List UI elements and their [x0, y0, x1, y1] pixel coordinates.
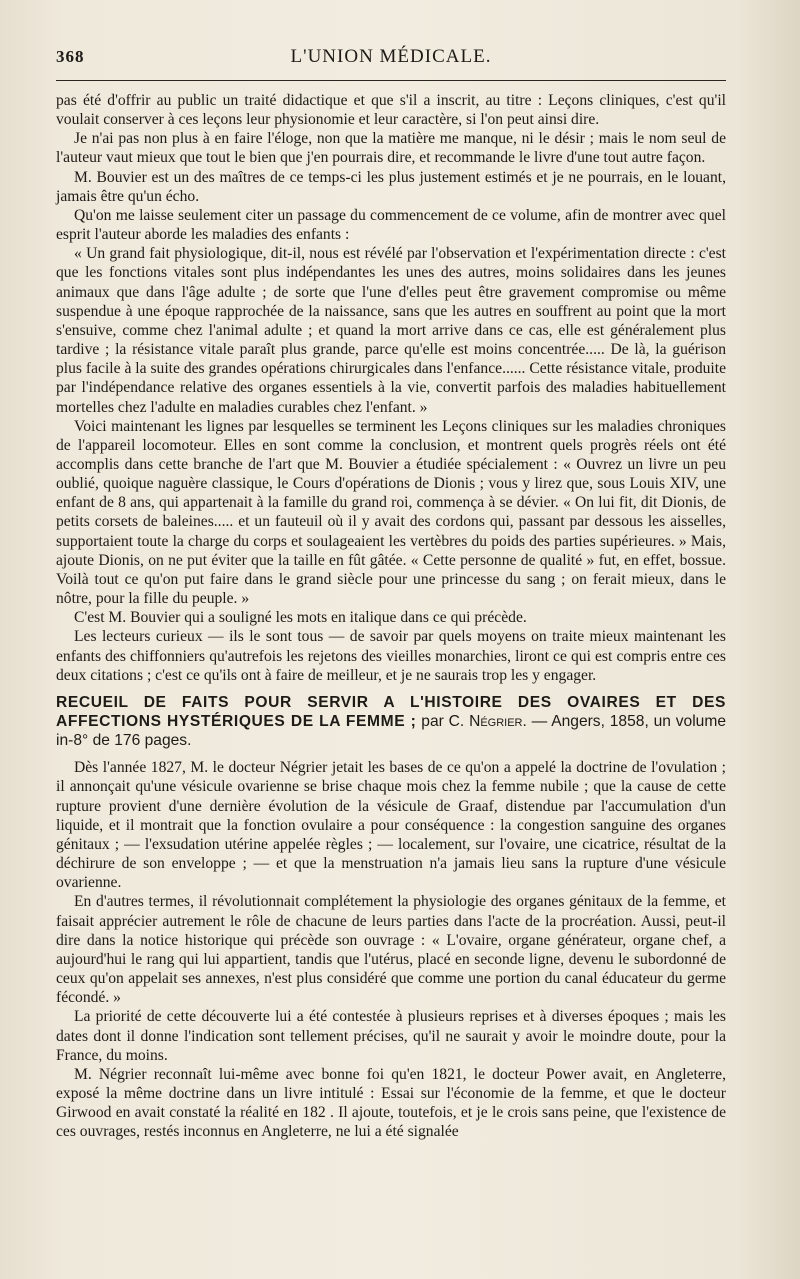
- section-gap: [56, 685, 726, 693]
- paragraph: Voici maintenant les lignes par lesquelles se terminent les Leçons cliniques sur les maladies chroniques de l'appareil locomoteur. Elles en sont comme la conclusion, et montrent quels progrès réels ont été accomplis dans cette branche de l'art que M. Bouvier a étudiée spécialement : « Ouvrez un livre un peu oublié, quoique naguère classique, le Cours d'opérations de Dionis ; vous y lirez que, sous Louis XIV, une enfant de 8 ans, qui appartenait à la famille du grand roi, commença à se dévier. « On lui fit, dit Dionis, de petits corsets de baleines..... et un fauteuil où il y avait des cordons qui, passant par dessous les aisselles, supportaient toute la charge du corps et soulageaient les vertèbres du poids des parties supérieures. » Mais, ajoute Dionis, on ne put éviter que la taille en fût gâtée. « Cette personne de qualité » fut, en effet, bossue. Voilà tout ce qu'on put faire dans le grand siècle pour une princesse du sang ; on ferait mieux, dans le nôtre, pour la fille du peuple. »: [56, 417, 726, 608]
- paragraph: En d'autres termes, il révolutionnait complétement la physiologie des organes génitaux de la femme, et faisait apprécier autrement le rôle de chacune de leurs parties dans l'acte de la procréation. Aussi, peut-il dire dans la notice historique qui précède son ouvrage : « L'ovaire, organe générateur, organe chef, a aujourd'hui le rang qui lui appartient, tandis que l'utérus, placé en seconde ligne, devenu le subordonné de ceux qu'on appelait ses annexes, n'est plus considéré que comme une portion du canal éducateur du germe fécondé. »: [56, 893, 726, 1007]
- section-heading: [56, 693, 726, 750]
- section-heading-author: Négrier: [469, 713, 523, 730]
- section-heading-publication: . — Angers, 1858, un volume in-8° de 176 pages.: [56, 713, 727, 750]
- paragraph: Qu'on me laisse seulement citer un passage du commencement de ce volume, afin de montrer avec quel esprit l'auteur aborde les maladies des enfants :: [56, 206, 726, 244]
- paragraph: La priorité de cette découverte lui a été contestée à plusieurs reprises et à diverses époques ; mais les dates dont il donne l'indication sont tellement précises, qu'il ne saurait y avoir le moindre doute, pour la France, du moins.: [56, 1008, 726, 1064]
- header-rule: [56, 80, 726, 81]
- paragraph: M. Bouvier est un des maîtres de ce temps-ci les plus justement estimés et je ne pourrais, en le louant, jamais être qu'un écho.: [56, 168, 726, 205]
- section-gap: [56, 750, 726, 758]
- section-heading-author-prefix: par C.: [421, 713, 465, 730]
- paragraph: Les lecteurs curieux — ils le sont tous — de savoir par quels moyens on traite mieux maintenant les enfants des chiffonniers qu'autrefois les rejetons des vieilles monarchies, liront ce qui est compris entre ces deux citations ; c'est ce qu'ils ont à faire de meilleur, et je ne saurais trop les y engager.: [56, 628, 726, 684]
- article-body: [56, 91, 726, 1141]
- journal-title: L'UNION MÉDICALE.: [290, 46, 492, 67]
- section-heading-title: RECUEIL DE FAITS POUR SERVIR A L'HISTOIRE DES OVAIRES ET DES AFFECTIONS HYSTÉRIQUES DE LA FEMME ;: [56, 693, 726, 730]
- paragraph: C'est M. Bouvier qui a souligné les mots en italique dans ce qui précède.: [74, 609, 527, 627]
- page-number: 368: [56, 47, 85, 66]
- paragraph: M. Négrier reconnaît lui-même avec bonne foi qu'en 1821, le docteur Power avait, en Angleterre, exposé la même doctrine dans un livre intitulé : Essai sur l'économie de la femme, et que le docteur Girwood en avait constaté la réalité en 182 . Il ajoute, toutefois, et je le crois sans peine, que l'existence de ces ouvrages, restés inconnus en Angleterre, ne lui a été signalée: [56, 1065, 726, 1141]
- running-header: [56, 44, 726, 74]
- paragraph: Je n'ai pas non plus à en faire l'éloge, non que la matière me manque, ni le désir ; mais le nom seul de l'auteur vaut mieux que tout le bien que j'en pourrais dire, et recommande le livre d'une tout autre façon.: [56, 130, 726, 167]
- paragraph: Dès l'année 1827, M. le docteur Négrier jetait les bases de ce qu'on a appelé la doctrine de l'ovulation ; il annonçait qu'une vésicule ovarienne se brise chaque mois chez la femme nubile ; que la cause de cette rupture provient d'une dernière évolution de la vésicule de Graaf, distendue par l'accumulation d'un liquide, et il montrait que la fonction ovulaire a pour conséquence : la congestion sanguine des organes génitaux ; — l'exsudation utérine appelée règles ; — localement, sur l'ovaire, une cicatrice, résultat de la déchirure de son enveloppe ; — et que la menstruation n'a jamais lieu sans la rupture d'une vésicule ovarienne.: [56, 759, 726, 892]
- quotation-paragraph: « Un grand fait physiologique, dit-il, nous est révélé par l'observation et l'expérimentation directe : c'est que les fonctions vitales sont plus indépendantes les unes des autres, moins solidaires dans les jeunes animaux que dans l'âge adulte ; de sorte que l'une d'elles peut être gravement compromise ou même suspendue à une époque rapprochée de la naissance, sans que les autres en souffrent au point que la mort s'ensuive, comme chez l'animal adulte ; et quand la mort arrive dans ce cas, elle est généralement plus tardive ; la résistance vitale paraît plus grande, parce qu'elle est moins concentrée..... De là, la guérison plus facile à la suite des grandes opérations chirurgicales dans l'enfance...... Cette résistance vitale, produite par l'indépendance relative des organes essentiels à la vie, convertit parfois des maladies habituellement mortelles chez l'adulte en maladies curables chez l'enfant. »: [56, 245, 726, 416]
- paragraph: pas été d'offrir au public un traité didactique et que s'il a inscrit, au titre : Leçons cliniques, c'est qu'il voulait conserver à ces leçons leur physionomie et leur caractère, si l'on peut ainsi dire.: [56, 92, 726, 129]
